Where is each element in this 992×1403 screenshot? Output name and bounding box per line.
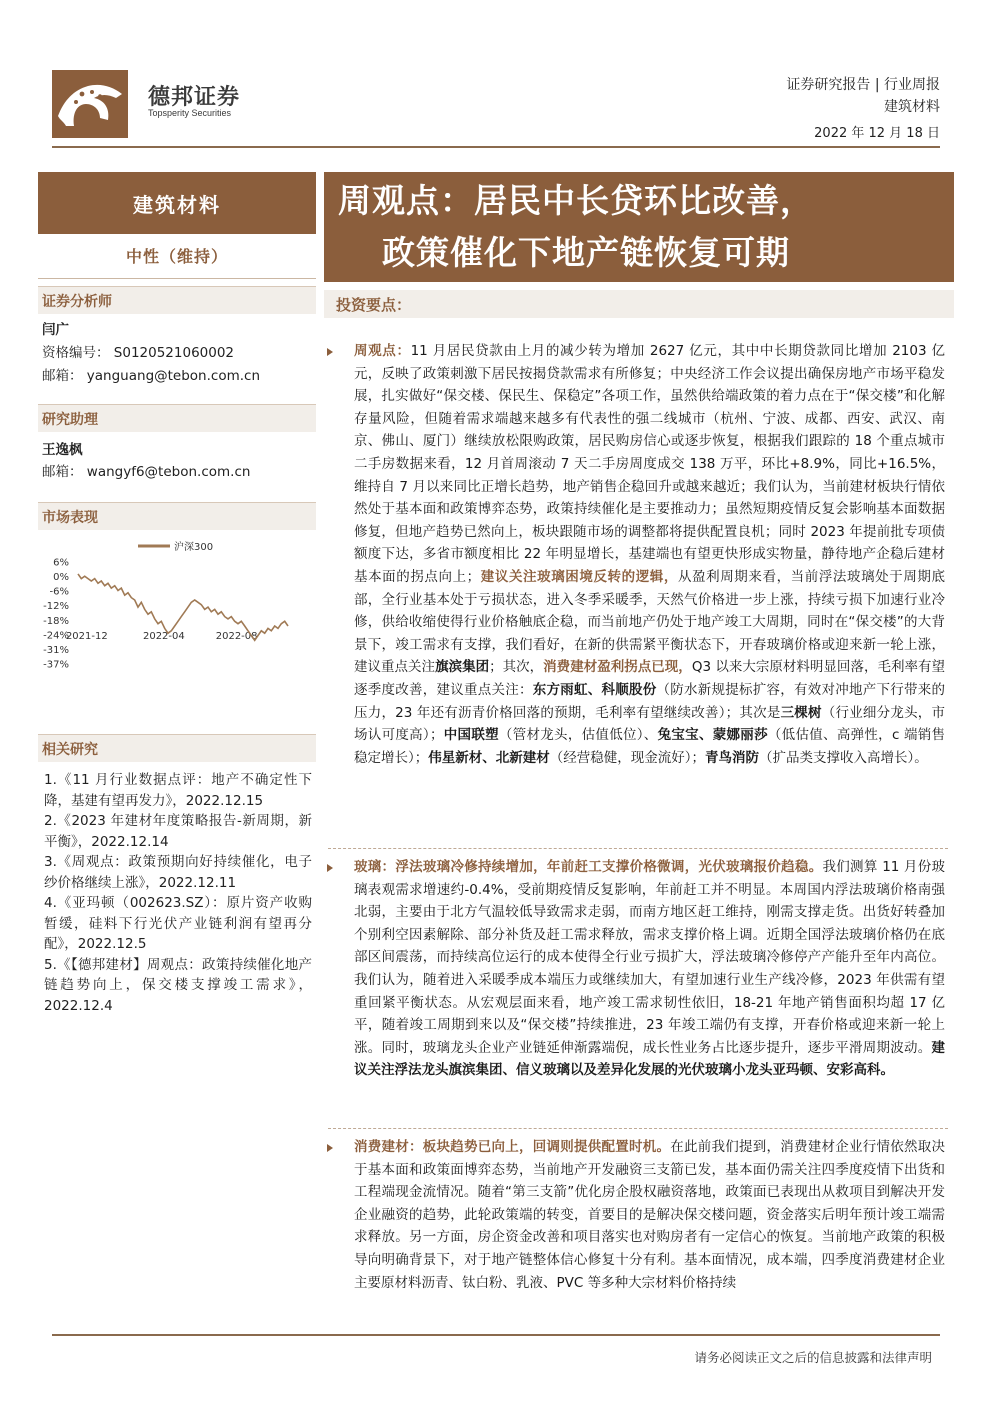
x-tick-label: 2022-04: [142, 630, 185, 642]
assistant-heading: 研究助理: [38, 404, 316, 432]
brand-name-en: Topsperity Securities: [148, 108, 232, 118]
x-tick-label: 2021-12: [65, 630, 108, 642]
report-title: [324, 172, 954, 282]
glass-paragraph: 玻璃：浮法玻璃冷修持续增加，年前赶工支撑价格微调，光伏玻璃报价趋稳。我们测算 11 月份玻璃表观需求增速约-0.4%，受前期疫情反复影响，年前赶工并不明显。本周国内浮法玻璃价格南强北弱，主要由于北方气温较低导致需求走弱，而南方地区赶工维持，刚需支撑走货。出货好转叠加个别利空因素解除、部分补货及赶工需求释放，需求支撑价格上调。近期全国浮法玻璃价格仍在底部区间震荡，而持续高位运行的成本使得全行业亏损扩大，浮法玻璃冷修停产产能升至年内高位。我们认为，随着进入采暖季成本端压力或继续加大，有望加速行业生产线冷修，2023 年供需有望重回紧平衡状态。从宏观层面来看，地产竣工需求韧性依旧，18-21 年地产销售面积均超 17 亿平，随着竣工周期到来以及“保交楼”持续推进，23 年竣工端仍有支撑，开春价格或迎来新一轮上涨。同时，玻璃龙头企业产业链延伸渐露端倪，成长性业务占比逐步提升，逐步平滑周期波动。建议关注浮法龙头旗滨集团、信义玻璃以及差异化发展的光伏玻璃小龙头亚玛顿、安彩高科。: [328, 856, 945, 1082]
y-tick-label: 0%: [53, 572, 69, 584]
report-sector: 建筑材料: [884, 99, 940, 115]
related-item[interactable]: 4.《亚玛顿（002623.SZ）：原片资产收购暂缓，硅料下行光伏产业链利润有望再分配》，2022.12.5: [44, 895, 312, 952]
investment-highlights-heading: 投资要点：: [324, 290, 954, 318]
report-date: 2022 年 12 月 18 日: [814, 126, 940, 141]
related-item[interactable]: 2.《2023 年建材年度策略报告-新周期，新平衡》，2022.12.14: [44, 813, 312, 850]
bullet-icon: [327, 348, 333, 356]
sector-rating: 中性（维持）: [125, 247, 228, 266]
sector-title: 建筑材料: [38, 172, 316, 234]
footer-divider: [52, 1334, 940, 1336]
x-tick-label: 2022-08: [215, 630, 258, 642]
header-divider: [52, 146, 940, 148]
bullet-icon: [327, 1144, 333, 1152]
consumer-materials-paragraph: 消费建材：板块趋势已向上，回调则提供配置时机。在此前我们提到，消费建材企业行情依然取决于基本面和政策面博弈态势，当前地产开发融资三支箭已发，基本面仍需关注四季度疫情下出货和工程端现金流情况。随着“第三支箭”优化房企股权融资落地，政策面已表现出从救项目到解决开发企业融资的趋势，此轮政策端的转变，首要目的是解决保交楼问题，资金落实后明年预计竣工端需求释放。另一方面，房企资金改善和项目落实也对购房者有一定信心的恢复。当前地产政策的积极导向明确背景下，对于地产链整体信心修复十分有利。基本面情况，成本端，四季度消费建材企业主要原材料沥青、钛白粉、乳液、PVC 等多种大宗材料价格持续: [328, 1136, 945, 1294]
market-performance-chart: [38, 536, 316, 676]
assistant-name: 王逸枫: [42, 442, 83, 458]
analyst-cert: 资格编号： S0120521060002: [42, 345, 235, 361]
title-line-1: 周观点：居民中长贷环比改善，: [338, 181, 814, 220]
section-divider: [328, 1128, 948, 1129]
analyst-email: 邮箱： yanguang@tebon.com.cn: [42, 368, 261, 384]
report-type: 证券研究报告 | 行业周报: [786, 77, 940, 93]
section-divider: [328, 848, 948, 849]
y-tick-label: -6%: [49, 586, 69, 598]
title-line-2: 政策催化下地产链恢复可期: [382, 233, 790, 272]
brand-logo: [52, 70, 128, 138]
related-research-heading: 相关研究: [38, 734, 316, 762]
bullet-icon: [327, 864, 333, 872]
related-research-list: [44, 770, 312, 1016]
analyst-heading: 证券分析师: [38, 286, 316, 314]
related-item[interactable]: 5.《【德邦建材】周观点：政策持续催化地产链趋势向上，保交楼支撑竣工需求》，2022.12.4: [44, 956, 312, 1014]
weekly-view-paragraph: 周观点：11 月居民贷款由上月的减少转为增加 2627 亿元，其中中长期贷款同比增加 2103 亿元，反映了政策刺激下居民按揭贷款需求有所修复；中央经济工作会议提出确保房地产市场平稳发展，扎实做好“保交楼、保民生、保稳定”各项工作，虽然供给端政策的着力点在于“保交楼”和化解存量风险，但随着需求端越来越多有代表性的强二线城市（杭州、宁波、成都、西安、武汉、南京、佛山、厦门）继续放松限购政策，居民购房信心或逐步恢复，根据我们跟踪的 18 个重点城市二手房数据来看，12 月首周滚动 7 天二手房周度成交 138 万平，环比+8.9%，同比+16.5%，维持自 7 月以来同比正增长趋势，地产销售企稳回升或越来越近；我们认为，当前建材板块行情依然处于基本面和政策博弈态势，政策持续催化是主要推动力；虽然短期疫情反复会影响基本面数据修复，但地产趋势已然向上，板块跟随市场的调整都将提供配置良机；同时 2023 年提前批专项债额度下达，多省市额度相比 22 年明显增长，基建端也有望更快形成实物量，静待地产企稳后建材基本面的拐点向上；建议关注玻璃困境反转的逻辑，从盈利周期来看，当前浮法玻璃处于周期底部，全行业基本处于亏损状态，进入冬季采暖季，天然气价格进一步上涨，持续亏损下加速行业冷修，供给收缩使得行业价格触底企稳，而当前地产仍处于地产竣工大周期，同时在“保交楼”的大背景下，竣工需求有支撑，我们看好，在新的供需紧平衡状态下，开春玻璃价格或迎来新一轮上涨，建议重点关注旗滨集团；其次，消费建材盈利拐点已现，Q3 以来大宗原材料明显回落，毛利率有望逐季度改善，建议重点关注：东方雨虹、科顺股份（防水新规提标扩容，有效对冲地产下行带来的压力，23 年还有沥青价格回落的预期，毛利率有望继续改善）；其次是三棵树（行业细分龙头，市场认可度高）；中国联塑（管材龙头，估值低位）、兔宝宝、蒙娜丽莎（低估值、高弹性，c 端销售稳定增长）；伟星新材、北新建材（经营稳健，现金流好）；青鸟消防（扩品类支撑收入高增长）。: [328, 340, 945, 769]
analyst-name: 闫广: [42, 322, 69, 338]
disclaimer-note: 请务必阅读正文之后的信息披露和法律声明: [694, 1350, 932, 1365]
related-item[interactable]: 3.《周观点：政策预期向好持续催化，电子纱价格继续上涨》，2022.12.11: [44, 854, 312, 891]
market-heading: 市场表现: [38, 502, 316, 530]
y-tick-label: -24%: [43, 630, 69, 642]
y-tick-label: -31%: [43, 644, 69, 656]
sidebar-divider: [38, 278, 316, 279]
legend-label: 沪深300: [174, 542, 214, 553]
y-tick-label: 6%: [53, 557, 69, 569]
y-tick-label: -18%: [43, 615, 69, 627]
assistant-email: 邮箱： wangyf6@tebon.com.cn: [42, 464, 251, 480]
brand-name-cn: 德邦证券: [148, 85, 241, 110]
y-tick-label: -37%: [43, 659, 69, 671]
related-item[interactable]: 1.《11 月行业数据点评：地产不确定性下降，基建有望再发力》，2022.12.15: [44, 772, 312, 809]
y-tick-label: -12%: [43, 601, 69, 613]
